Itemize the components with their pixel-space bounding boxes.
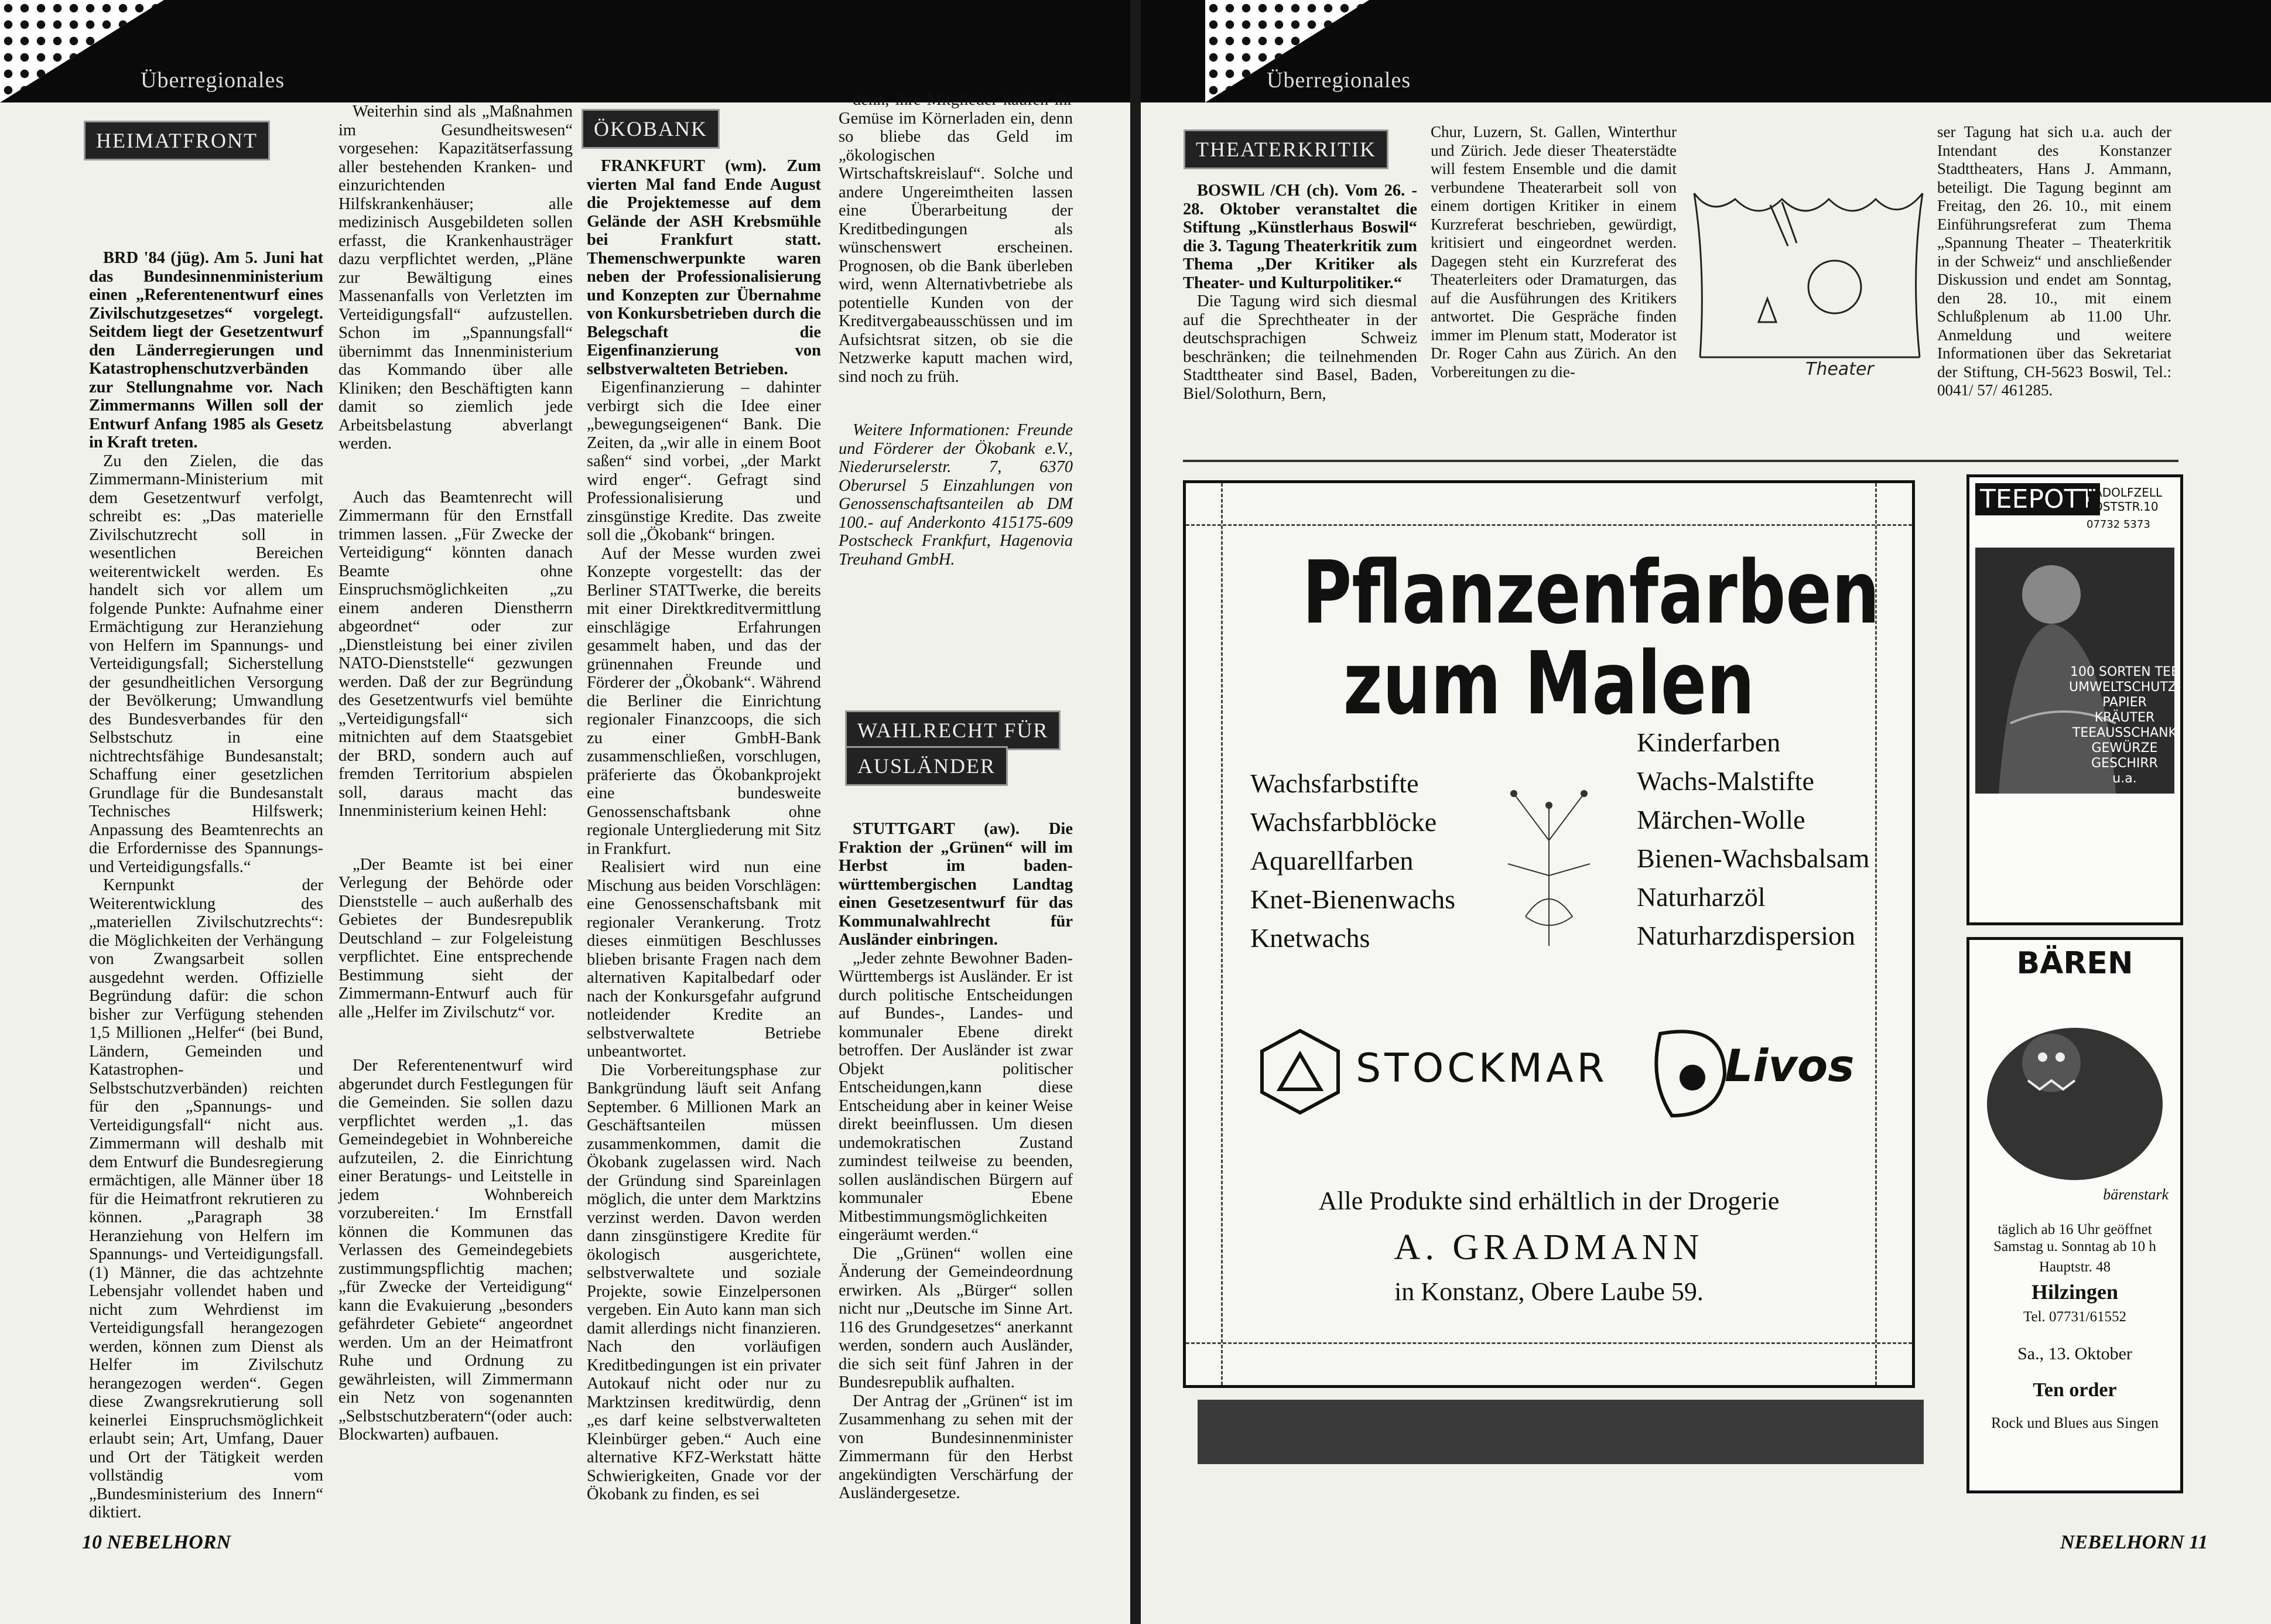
teepott-advertisement: [1966, 474, 2183, 925]
product-item: Aquarellfarben: [1250, 846, 1414, 876]
teepott-offer-item: GESCHIRR: [2091, 756, 2158, 771]
baeren-town: Hilzingen: [2031, 1280, 2118, 1304]
product-item: Knet-Bienenwachs: [1250, 884, 1455, 914]
heimatfront-column-1: [89, 249, 323, 1522]
baeren-name: BÄREN: [2016, 946, 2133, 981]
oekobank-paragraph: Eigenfinanzierung – dahinter verbirgt sich die Idee einer „bewegungseigenen“ Bank. Die Zeiten, da „wir alle in einem Boot saßen“ sind vorbei, „der Markt wird enger“. Gefragt sind Professionalisierung und zinsgünstige Kredite. Das zweite soll die „Ökobank“ bringen.: [587, 378, 821, 544]
heimatfront-paragraph: Zu den Zielen, die das Zimmermann-Ministerium mit dem Gesetzentwurf verfolgt, schreibt es: „Das materielle Zivilschutzrecht soll in wesentlichen Bereichen weiterentwickelt werden. Es handelt sich vor allem um folgende Punkte: Aufnahme einer Ermächtigung zur Heranziehung von Helfern im Spannungs- und Verteidigungsfall; Sicherstellung der gesundheitlichen Versorgung der Bevölkerung; Umwandlung des Bundesverbandes für den Selbstschutz in eine nichtrechtsfähige Bundesanstalt; Schaffung einer gesetzlichen Grundlage für die Bundesanstalt Technisches Hilfswerk; Anpassung des Beamtenrechts an die Erfordernisse des Spannungs- und Verteidigungsfalls.“: [89, 452, 323, 876]
heimatfront-paragraph: Der Referentenentwurf wird abgerundet durch Festlegungen für die Gemeinden. Sie sollen dazu verpflichtet werden „1. das Gemeindegebiet in Wohnbereiche aufzuteilen, 2. die Einrichtung einer Beratungs- und Leitstelle in jedem Wohnbereich vorzubereiten.‘ Im Ernstfall können die Kommunen das Verlassen des Gemeindegebiets zustimmungspflichtig machen; „für Zwecke der Verteidigung“ kann die Evakuierung „besonders gefährdeter Gebiete“ angeordnet werden. Um an der Heimatfront Ruhe und Ordnung zu gewährleisten, will Zimmermann ein Netz von sogenannten „Selbstschutzberatern“(oder auch: Blockwarten) aufbauen.: [338, 1057, 573, 1444]
oekobank-info: Weitere Informationen: Freunde und Förderer der Ökobank e.V., Niederurselerstr. 7, 6370 Oberursel 5 Einzahlungen von Genossenschaftsanteilen ab DM 100.- auf Anderkonto 415175-609 Postscheck Frankfurt, Hagenovia Treuhand GmbH.: [839, 421, 1073, 569]
heimatfront-paragraph: Auch das Beamtenrecht will Zimmermann für den Ernstfall trimmen lassen. „Für Zwecke der Verteidigung“ könnten danach Beamte ohne Einspruchsmöglichkeiten „zu einem anderen Dienstherrn abgeordnet“ oder zur „Dienstleistung bei einer zivilen NATO-Dienststelle“ gezwungen werden. Daß der zur Begründung des Gesetzentwurfs viel bemühte „Verteidigungsfall“ sich mitnichten auf dem Staatsgebiet der BRD, sondern auch auf fremden Territorium abspielen soll, daraus macht das Innenministerium keinen Hehl:: [338, 488, 573, 820]
theater-sketch-label: Theater: [1805, 359, 1874, 379]
teepott-offer-item: u.a.: [2112, 771, 2137, 786]
product-item: Wachsfarbstifte: [1250, 768, 1419, 798]
baeren-street: Hauptstr. 48: [2039, 1259, 2111, 1275]
product-item: Kinderfarben: [1637, 727, 1781, 757]
heimatfront-lead: BRD '84 (jüg). Am 5. Juni hat das Bundesinnenministerium einen „Referentenentwurf eines Zivilschutzgesetzes“ vorgelegt. Seitdem liegt der Gesetzentwurf den Länderregierungen und Katastrophenschutzverbänden zur Stellungnahme vor. Nach Zimmermanns Willen soll der Entwurf Anfang 1985 als Gesetz in Kraft treten.: [89, 249, 323, 452]
bear-illustration: [1975, 987, 2174, 1204]
oekobank-column-1: [587, 157, 821, 1504]
heimatfront-paragraph: Kernpunkt der Weiterentwicklung des „materiellen Zivilschutzrechts“: die Möglichkeiten der Verhängung von Zwangsarbeit sollen ausgedehnt werden. Offizielle Begründung dafür: die schon bisher zur Verfügung stehenden 1,5 Millionen „Helfer“ (bei Bund, Ländern, Gemeinden und Katastrophen- und Selbstschutzverbänden) reichten für den „Spannungs- und Verteidigungsfall“ nicht aus. Zimmermann will deshalb mit dem Entwurf die Bundesregierung ermächtigen, alle Männer über 18 für die Heimatfront rekrutieren zu können. „Paragraph 38 Heranziehung von Helfern im Spannungs- und Verteidigungsfall. (1) Männer, die das achtzehnte Lebensjahr vollendet haben und nicht zum Wehrdienst im Verteidigungsfall herangezogen werden, können zum Dienst als Helfer im Zivilschutz herangezogen werden“. Gegen diese Zwangsrekrutierung soll keinerlei Einspruchsmöglichkeit erlaubt sein; Art, Umfang, Dauer und Ort der Tätigkeit werden vollständig vom „Bundesministerium des Innern“ diktiert.: [89, 876, 323, 1522]
ornamental-border-top: [1186, 483, 1912, 526]
ad-shop-name: A. GRADMANN: [1394, 1228, 1704, 1267]
stockmar-logo-icon: [1256, 1028, 1344, 1116]
right-page: [1141, 0, 2271, 1624]
baeren-advertisement: [1966, 937, 2183, 1493]
theaterkritik-paragraph: Die Tagung wird sich diesmal auf die Sprechtheater in der deutschsprachigen Schweiz beschränken; die teilnehmenden Stadttheater sind Basel, Baden, Biel/Solothurn, Bern,: [1183, 292, 1417, 403]
ad-headline-line: Pflanzenfarben: [1302, 542, 1880, 643]
teepott-address: RADOLFZELL POSTSTR.10: [2087, 486, 2163, 514]
heimatfront-kicker: HEIMATFRONT: [89, 126, 265, 155]
wahlrecht-kicker: WAHLRECHT FÜR: [850, 716, 1055, 745]
oekobank-column-2: [839, 91, 1073, 569]
horizontal-rule: [1183, 460, 2178, 462]
teepott-offer-item: KRÄUTER: [2094, 710, 2155, 725]
theaterkritik-column-2: [1431, 123, 1677, 381]
ad-headline: [1302, 542, 1880, 734]
teepott-offer-item: GEWÜRZE: [2091, 741, 2158, 755]
livos-brand: Livos: [1725, 1040, 1855, 1092]
theaterkritik-column-1: [1183, 182, 1417, 403]
heimatfront-paragraph: Weiterhin sind als „Maßnahmen im Gesundheitswesen“ vorgesehen: Kapazitätserfassung aller bestehenden Kranken- und einzurichtenden Hilfskrankenhäuser; alle medizinisch Ausgebildeten sollen erfasst, die Krankenhausträger dazu verpflichtet werden, „Pläne zur Bewältigung eines Massenanfalls von Verletzten im Verteidigungsfall“ aufzustellen. Schon im „Spannungsfall“ übernimmt das Innenministerium das Kommando über alle Kliniken; den Beschäftigten kann damit so ziemlich jede Arbeitsbelastung abverlangt werden.: [338, 102, 573, 453]
ornamental-border-bottom: [1186, 1342, 1912, 1385]
oekobank-paragraph: Realisiert wird nun eine Mischung aus beiden Vorschlägen: eine Genossenschaftsbank mit regionaler Verankerung. Trotz dieses einmütigen Beschlusses blieben brisante Fragen nach dem alternativen Kapitalbedarf oder nach der Konkursgefahr aufgrund notleidender Kredite an selbstverwaltete Betriebe unbeantwortet.: [587, 858, 821, 1061]
product-item: Wachs-Malstifte: [1637, 766, 1814, 796]
oekobank-lead: FRANKFURT (wm). Zum vierten Mal fand Ende August die Projektemesse auf dem Gelände der ASH Krebsmühle bei Frankfurt statt. Themenschwerpunkte waren neben der Professionalisierung und Konzepten zur Übernahme von Konkursbetrieben durch die Belegschaft die Eigenfinanzierung von selbstverwalteten Betrieben.: [587, 157, 821, 378]
ad-headline-line: zum Malen: [1343, 633, 1755, 734]
page-footer-right: NEBELHORN 11: [2060, 1531, 2208, 1553]
wahlrecht-column: [839, 820, 1073, 1503]
wahlrecht-lead: STUTTGART (aw). Die Fraktion der „Grünen“ will im Herbst im baden-württembergischen Landtag einen Gesetzesentwurf für das Kommunalwahlrecht für Ausländer einbringen.: [839, 820, 1073, 949]
theaterkritik-paragraph: Chur, Luzern, St. Gallen, Winterthur und Zürich. Jede dieser Theaterstädte will festem Ensemble und die damit verbundene Theaterarbeit soll von einem dortigen Kritiker in einem Kurzreferat beschrieben, gewürdigt, kritisiert und eingeordnet werden. Dagegen steht ein Kurzreferat des Theaterleiters oder Dramaturgen, das auf die Ausführungen des Kritikers antwortet. Die Gespräche finden immer im Plenum statt, Moderator ist Dr. Roger Cahn aus Zürich. An den Vorbereitungen zu die-: [1431, 123, 1677, 381]
teepott-name: TEEPOTT: [1975, 483, 2100, 515]
oekobank-paragraph: Die Vorbereitungsphase zur Bankgründung läuft seit Anfang September. 6 Millionen Mark an Geschäftsanteilen müssen zusammenkommen, damit die Ökobank zugelassen wird. Nach der Gründung sind Spareinlagen möglich, die unter dem Marktzins verzinst werden. Davon werden dann zinsgünstigere Kredite für ökologisch ausgerichtete, selbstverwaltete und soziale Projekte, sowie Einzelpersonen vergeben. Ein Auto kann man sich damit allerdings nicht finanzieren. Nach den vorläufigen Kreditbedingungen ist ein privater Autokauf nicht oder nur zu Marktzinsen kreditwürdig, denn „es darf keine selbstverwalteten Kleinbürger geben.“ Auch eine alternative KFZ-Werkstatt hätte Schwierigkeiten, Gnade vor der Ökobank zu finden, es sei: [587, 1061, 821, 1503]
product-item: Märchen-Wolle: [1637, 805, 1805, 835]
oekobank-paragraph: Auf der Messe wurden zwei Konzepte vorgestellt: das der Berliner STATTwerke, die bereits mit einer Direktkreditvermittlung einschlägige Erfahrungen gesammelt haben, und das der grünennahen Freunde und Förderer der „Ökobank“. Während die Berliner die Einrichtung regionaler Finanzcoops, die sich zu einer GmbH-Bank zusammenschließen, vorschlugen, präferierte das Ökobankprojekt eine bundesweite Genossenschaftsbank ohne regionale Untergliederung mit Sitz in Frankfurt.: [587, 544, 821, 858]
baeren-event-date: Sa., 13. Oktober: [2017, 1344, 2132, 1363]
oekobank-kicker: ÖKOBANK: [587, 114, 714, 143]
wahlrecht-kicker: AUSLÄNDER: [850, 751, 1003, 781]
theaterkritik-kicker: THEATERKRITIK: [1189, 135, 1383, 164]
theaterkritik-column-3: [1937, 123, 2171, 400]
product-list-right: [1637, 723, 1869, 955]
plant-illustration: [1490, 758, 1608, 952]
theaterkritik-lead: BOSWIL /CH (ch). Vom 26. - 28. Oktober veranstaltet die Stiftung „Künstlerhaus Boswil“ die 3. Tagung Theaterkritik zum Thema „Der Kritiker als Theater- und Kulturpolitiker.“: [1183, 182, 1417, 292]
oekobank-paragraph: denn, ihre Mitglieder kaufen ihr Gemüse im Körnerladen ein, denn so bliebe das Geld im „ökologischen Wirtschaftskreislauf“. Solche und andere Ungereimtheiten lassen eine Überarbeitung der Kreditbedingungen als wünschenswert erscheinen. Prognosen, ob die Bank überleben wird, wenn Alternativbetriebe als potentielle Kunden von der Kreditvergabeausschüssen und im Aufsichtsrat sitzen, ob sie die Netzwerke kaputt machen wird, sind noch zu früh.: [839, 91, 1073, 386]
baeren-band-genre: Rock und Blues aus Singen: [1991, 1414, 2159, 1431]
baeren-hours: täglich ab 16 Uhr geöffnet Samstag u. Sonntag ab 10 h: [1993, 1222, 2156, 1254]
wahlrecht-paragraph: Die „Grünen“ wollen eine Änderung der Gemeindeordnung erwirken. Als „Bürger“ sollen nicht nur „Deutsche im Sinne Art. 116 des Grundgesetzes“ anerkannt werden, sondern auch Ausländer, die sich seit fünf Jahren in der Bundesrepublik aufhalten.: [839, 1244, 1073, 1391]
stockmar-advertisement: [1183, 480, 1915, 1388]
wahlrecht-paragraph: „Jeder zehnte Bewohner Baden-Württembergs ist Ausländer. Er ist durch politische Entscheidungen auf Bundes-, Landes- und kommunaler Ebene direkt betroffen. Der Ausländer ist zwar Objekt politischer Entscheidungen,kann diese Entscheidung aber in keiner Weise direkt beeinflussen. Um diesen undemokratischen Zustand zumindest teilweise zu beenden, sollen ausländischen Bürgern auf kommunaler Ebene Mitbestimmungsmöglichkeiten eingeräumt werden.“: [839, 949, 1073, 1244]
heimatfront-paragraph: „Der Beamte ist bei einer Verlegung der Behörde oder Dienststelle – auch außerhalb des Gebietes der Bundesrepublik Deutschland – zur Folgeleistung verpflichtet. Eine entsprechende Bestimmung sieht der Zimmermann-Entwurf auch für alle „Helfer im Zivilschutz“ vor.: [338, 855, 573, 1021]
left-page: [0, 0, 1130, 1624]
baeren-phone: Tel. 07731/61552: [2023, 1309, 2126, 1325]
teepott-offer-list: [2069, 665, 2180, 787]
ad-availability-note: Alle Produkte sind erhältlich in der Drogerie: [1318, 1187, 1780, 1215]
ad-shop-address: in Konstanz, Obere Laube 59.: [1394, 1277, 1704, 1306]
page-footer-left: 10 NEBELHORN: [82, 1531, 231, 1553]
grey-bar: [1198, 1400, 1924, 1464]
teepott-offer-item: UMWELTSCHUTZ-PAPIER: [2069, 680, 2181, 710]
wahlrecht-paragraph: Der Antrag der „Grünen“ ist im Zusammenhang zu sehen mit der von Bundesinnenminister Zimmermann für den Herbst angekündigten Verschärfung der Ausländergesetze.: [839, 1391, 1073, 1502]
theater-sketch-illustration: [1688, 182, 1928, 381]
baeren-band-name: Ten order: [2033, 1379, 2117, 1401]
product-list-left: [1250, 764, 1455, 958]
teepott-phone: 07732 5373: [2087, 518, 2150, 531]
product-item: Knetwachs: [1250, 923, 1370, 953]
section-label-right: Überregionales: [1267, 68, 1411, 93]
product-item: Wachsfarbblöcke: [1250, 807, 1437, 837]
heimatfront-column-2: [338, 102, 573, 1444]
product-item: Naturharzöl: [1637, 882, 1766, 912]
baeren-signature: bärenstark: [2103, 1186, 2169, 1203]
teepott-offer-item: TEEAUSSCHANK: [2072, 726, 2177, 740]
teepott-offer-item: 100 SORTEN TEE: [2070, 665, 2179, 679]
theaterkritik-paragraph: ser Tagung hat sich u.a. auch der Intendant des Konstanzer Stadttheaters, Hans J. Ammann, beteiligt. Die Tagung beginnt am Freitag, den 26. 10., mit einem Einführungsreferat zum Thema „Spannung Theater – Theaterkritik in der Schweiz“ und anschließender Diskussion und endet am Sonntag, den 28. 10., mit einem Schlußplenum ab 11.00 Uhr. Anmeldung und weitere Informationen über das Sekretariat der Stiftung, CH-5623 Boswil, Tel.: 0041/ 57/ 461285.: [1937, 123, 2171, 399]
section-label-left: Überregionales: [141, 68, 285, 93]
product-item: Naturharzdispersion: [1637, 921, 1855, 951]
livos-logo-icon: [1648, 1022, 1736, 1122]
product-item: Bienen-Wachsbalsam: [1637, 843, 1870, 873]
stockmar-brand: STOCKMAR: [1356, 1045, 1608, 1092]
